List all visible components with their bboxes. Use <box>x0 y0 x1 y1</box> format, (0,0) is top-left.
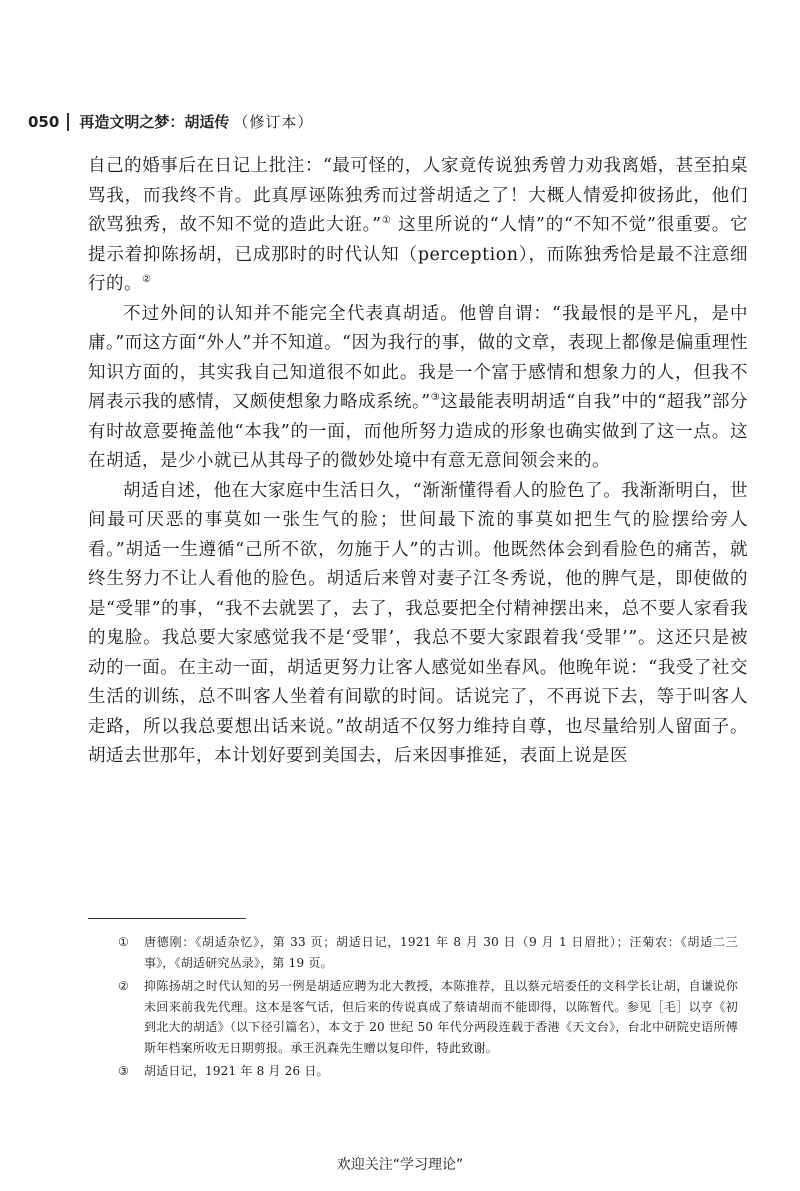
paragraph-text: 自己的婚事后在日记上批注：“最可怪的，人家竟传说独秀曾力劝我离婚，甚至拍桌骂我，而我终不肯。此真厚诬陈独秀而过誉胡适之了！大概人情爱抑彼扬此，他们欲骂独秀，故不知不觉的造此大诳。” <box>88 156 748 235</box>
footnote-mark: ① <box>118 935 129 949</box>
paragraph-text: 不过外间的认知并不能完全代表真胡适。他曾自谓：“我最恨的是平凡，是中庸。”而这方面“外人”并不知道。“因为我行的事，做的文章，表现上都像是偏重理性知识方面的，其实我自己知道很不如此。我是一个富于感情和想象力的人，但我不屑表示我的感情，又颇使想象力略成系统。” <box>88 303 748 412</box>
paragraph-text: 胡适自述，他在大家庭中生活日久，“渐渐懂得看人的脸色了。我渐渐明白，世间最可厌恶的事莫如一张生气的脸；世间最下流的事莫如把生气的脸摆给旁人看。”胡适一生遵循“己所不欲，勿施于人”的古训。他既然体会到看脸色的痛苦，就终生努力不让人看他的脸色。胡适后来曾对妻子江冬秀说，他的脾气是，即使做的是“受罪”的事，“我不去就罢了，去了，我总要把全付精神摆出来，总不要人家看我的鬼脸。我总要大家感觉我不是‘受罪’，我总不要大家跟着我‘受罪’”。这还只是被动的一面。在主动一面，胡适更努力让客人感觉如坐春风。他晚年说：“我受了社交生活的训练，总不叫客人坐着有间歇的时间。话说完了，不再说下去，等于叫客人走路，所以我总要想出话来说。”故胡适不仅努力维持自尊，也尽量给别人留面子。胡适去世那年，本计划好要到美国去，后来因事推延，表面上说是医 <box>88 480 748 766</box>
footnote-mark: ② <box>118 979 129 993</box>
footnote-mark: ③ <box>118 1064 129 1078</box>
page-number: 050 <box>28 112 60 131</box>
book-title: 再造文明之梦：胡适传 <box>79 113 230 131</box>
footnotes <box>118 932 738 1085</box>
paragraph <box>88 300 748 477</box>
footnote-text: 抑陈扬胡之时代认知的另一例是胡适应聘为北大教授，本陈推荐，且以蔡元培委任的文科学长让胡，自谦说你未回来前我先代理。这本是客气话，但后来的传说真成了蔡请胡而不能即得，以陈暂代。参见［毛］以亨《初到北大的胡适》（以下径引篇名），本文于 20 世纪 50 年代分两段连载于香港《天文台》，台北中研院史语所傅斯年档案所收无日期剪报。承王汎森先生赠以复印件，特此致谢。 <box>144 979 738 1055</box>
footnote-rule <box>88 918 246 919</box>
book-subtitle: （修订本） <box>233 113 314 131</box>
paragraph-text: 这最能表明胡适“自我”中的“超我”部分有时故意要掩盖他“本我”的一面，而他所努力造成的形象也确实做到了这一点。这在胡适，是少小就已从其母子的微妙处境中有意无意间领会来的。 <box>88 392 748 471</box>
header-divider <box>67 113 69 131</box>
footnote-text: 胡适日记，1921 年 8 月 26 日。 <box>144 1064 329 1078</box>
footnote <box>118 1061 738 1082</box>
footnote-ref: ③ <box>430 392 441 403</box>
body-text <box>88 152 748 772</box>
running-header <box>28 111 313 132</box>
footer-text: 欢迎关注“学习理论” <box>336 1157 464 1173</box>
paragraph <box>88 152 748 300</box>
footnote-ref: ② <box>142 274 152 285</box>
footnote <box>118 976 738 1058</box>
paragraph-text: 这里所说的“人情”的“不知不觉”很重要。它提示着抑陈扬胡，已成那时的时代认知（perception），而陈独秀恰是最不注意细行的。 <box>88 215 748 294</box>
footnote-text: 唐德刚：《胡适杂忆》，第 33 页；胡适日记，1921 年 8 月 30 日（9 月 1 日眉批）；汪菊农：《胡适二三事》，《胡适研究丛录》，第 19 页。 <box>144 935 738 970</box>
paragraph <box>88 477 748 772</box>
footnote-ref: ① <box>381 215 392 226</box>
footnote <box>118 932 738 973</box>
